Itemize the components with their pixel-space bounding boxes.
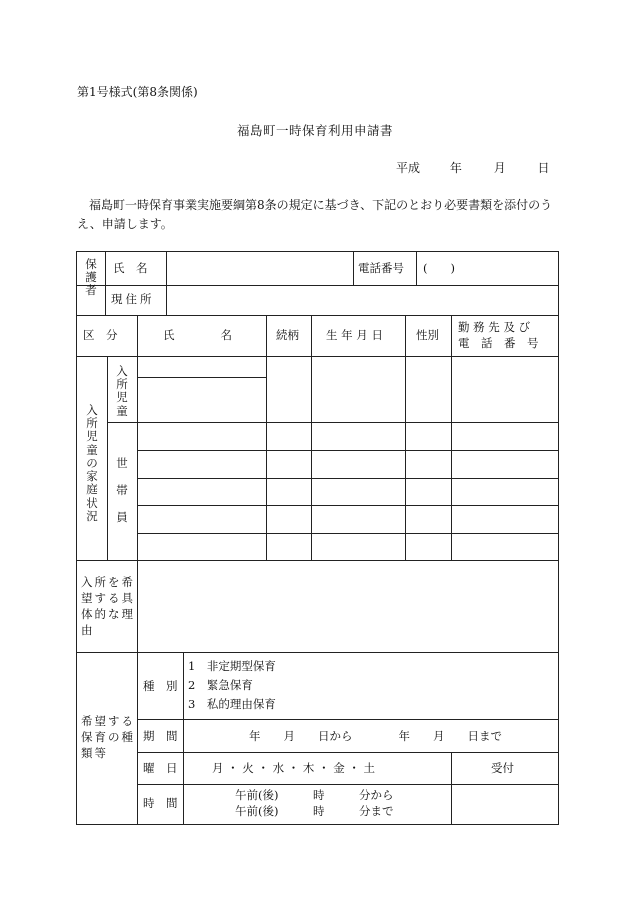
reason-label: 入所を希望する具体的な理由 [81,575,135,637]
header-birthdate: 生 年 月 日 [326,328,383,342]
application-table [76,251,559,825]
date-day: 日 [537,161,550,175]
receipt-label: 受付 [491,761,514,775]
care-type-3: 3 私的理由保育 [188,697,276,711]
guardian-address-label: 現住所 [111,292,155,306]
guardian-section-label: 保護者 [85,257,97,298]
care-weekdays: 月 ・ 火 ・ 水 ・ 木 ・ 金 ・ 土 [212,761,376,775]
header-relation: 続柄 [276,328,299,342]
care-period-text: 年 月 日から 年 月 日まで [249,729,502,743]
guardian-phone-label: 電話番号 [358,261,404,275]
household-label: 世帯員 [116,456,128,524]
date-era: 平成 [396,161,421,175]
form-title: 福島町一時保育利用申請書 [236,123,393,138]
guardian-phone-paren: ( ) [423,261,455,275]
date-month: 月 [493,161,506,175]
care-time-from: 午前(後) 時 分から [235,788,394,802]
intro-text: 福島町一時保育事業実施要綱第8条の規定に基づき、下記のとおり必要書類を添付のうえ、申請します。 [77,198,553,231]
care-section-label: 希望する保育の種類等 [81,714,135,760]
application-date [396,159,550,176]
header-name: 氏 名 [163,328,232,342]
child-label: 入所児童 [116,364,128,418]
header-category: 区 分 [83,328,118,342]
care-type-label: 種 別 [143,679,178,693]
care-period-label: 期 間 [143,729,178,743]
family-section-label: 入所児童の家庭状況 [86,403,98,523]
header-workplace: 勤 務 先 及 び [458,320,531,334]
form-number: 第1号様式(第8条関係) [77,85,198,99]
care-type-2: 2 緊急保育 [188,678,253,692]
header-sex: 性別 [416,328,439,342]
care-time-to: 午前(後) 時 分まで [235,804,394,818]
care-weekday-label: 曜 日 [143,761,178,775]
care-type-1: 1 非定期型保育 [188,659,276,673]
care-time-label: 時 間 [143,796,178,810]
header-workplace-phone: 電 話 番 号 [458,336,539,350]
date-year: 年 [449,161,462,175]
guardian-name-label: 氏 名 [113,261,148,275]
